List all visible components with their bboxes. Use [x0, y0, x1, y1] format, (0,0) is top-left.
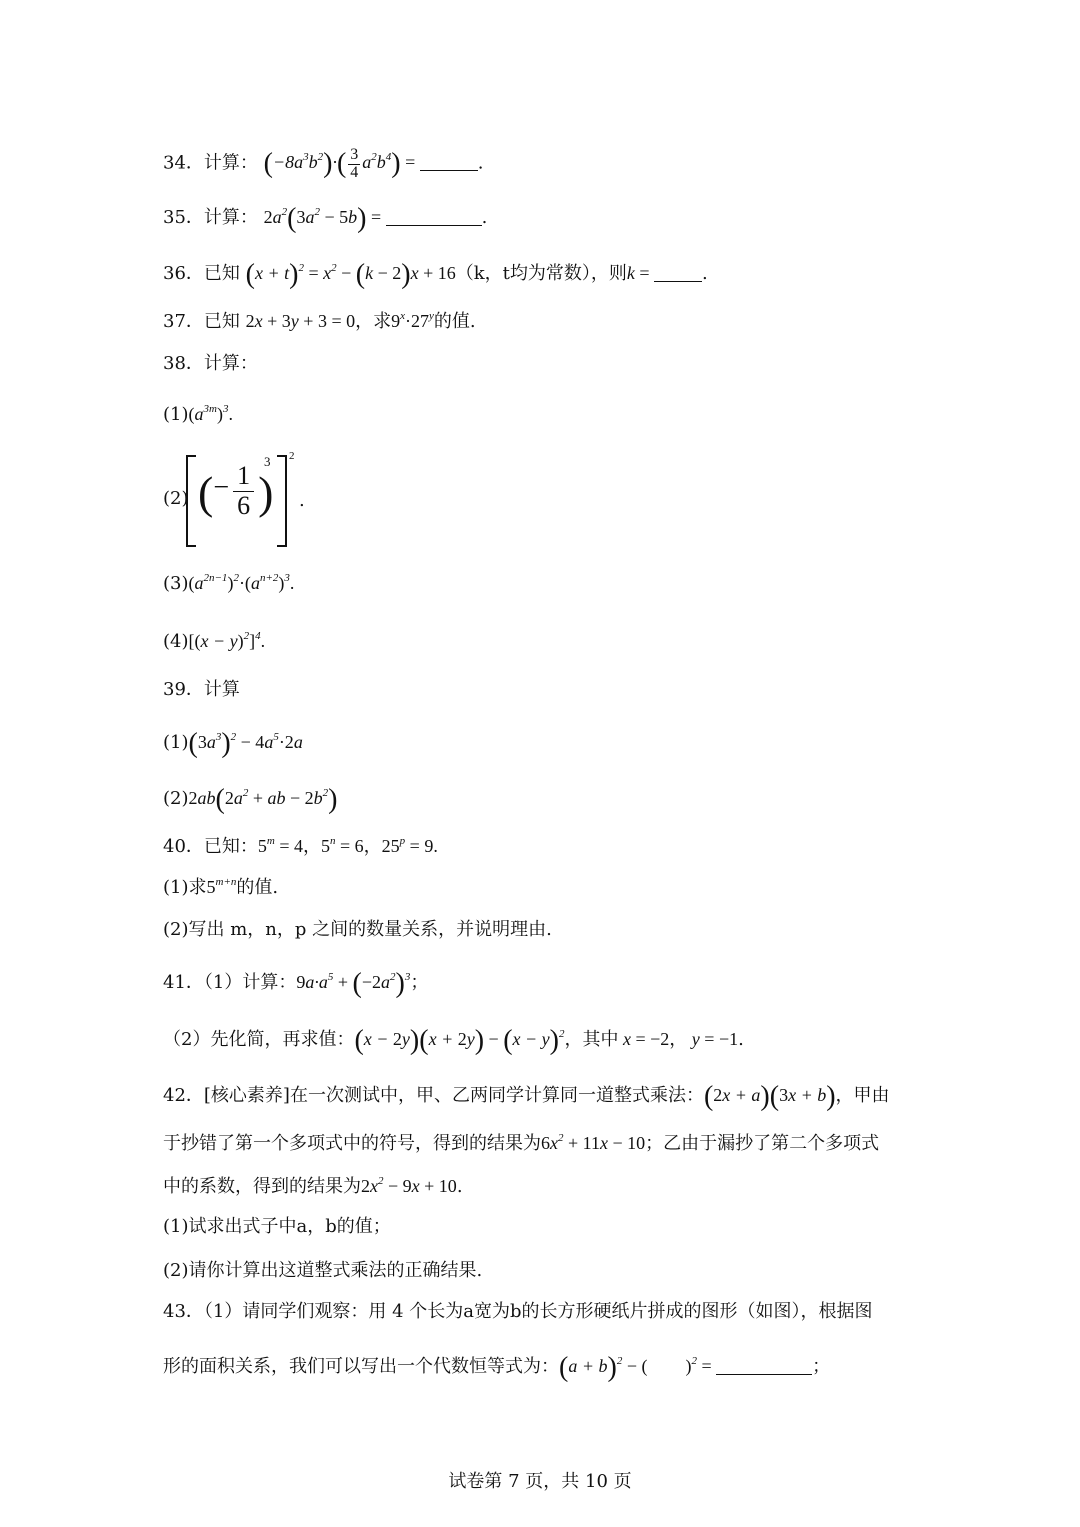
q41-part-2: （2）先化简，再求值：$(x - 2y)(x + 2y) - (x - y)^2$，其中 x = −2， y = −1. [163, 1025, 744, 1056]
q37-expression: $9^x\cdot 27^y$ [391, 310, 434, 331]
q36-label: 36．已知 [163, 263, 240, 284]
q43-line-2: 形的面积关系，我们可以写出一个代数恒等式为：$(a + b)^2$ − ( )$^2$ = ； [163, 1352, 831, 1383]
q39-part-2: $(2)2ab(2a^2$ + ab − $2b^2$) [163, 784, 338, 815]
q39-part-1: $(1)(3a^3)^2 - 4a^5\cdot 2a$ [163, 728, 303, 759]
q34-blank [420, 154, 478, 171]
q38-inner-exponent: 3 [264, 454, 271, 469]
q38-outer-exponent: 2 [289, 450, 295, 462]
q43-blank [716, 1358, 812, 1375]
page-footer: 试卷第 7 页，共 10 页 [448, 1471, 632, 1492]
q40-part-1: (1)求$5^{m+n}$的值. [163, 876, 279, 898]
q38-part-2-expression: (− $\frac{1}{6}$ ) [198, 461, 274, 520]
q38-part-2-period: . [299, 490, 305, 511]
q37-label: 37．已知 [163, 311, 240, 332]
q35-label: 35．计算： [163, 207, 258, 228]
question-35: 35．计算： $2a^2(3a^2 - 5b)$ = . [163, 203, 488, 234]
question-38: 38．计算： [163, 353, 258, 374]
q35-blank [386, 209, 482, 226]
q34-label: 34．计算： [163, 152, 258, 174]
q36-blank [654, 265, 702, 282]
question-43: 43．（1）请同学们观察：用 4 个长为a宽为b的长方形硬纸片拼成的图形（如图），根据图 [163, 1301, 873, 1322]
q36-expression: $(x + t)^2 = x^2 - (k - 2)x + 16$ [245, 259, 456, 290]
question-34: 34．计算： $(-8a^3b^2)\cdot$( $\frac{3}{4}$ $a^2b^4$) = . [163, 146, 484, 181]
question-42: 42．[核心素养]在一次测试中，甲、乙两同学计算同一道整式乘法：(2x + a)(3x + b)，甲由 [163, 1081, 890, 1112]
q42-line-2: 于抄错了第一个多项式中的符号，得到的结果为$6x^2 + 11x - 10$；乙由于漏抄了第二个多项式 [163, 1132, 880, 1154]
q37-equation: 2x + 3y + 3 = 0 [245, 311, 356, 331]
q38-part-2-label: (2) [163, 488, 189, 509]
q38-part-3: $(3)(a^{2n-1})^2\cdot(a^{n+2})^3$. [163, 572, 295, 594]
q34-expression: $(-8a^3b^2)\cdot$( $\frac{3}{4}$ $a^2b^4$) = [263, 146, 420, 181]
q40-part-2: (2)写出 m，n，p 之间的数量关系，并说明理由. [163, 919, 552, 940]
q38-part-4: $(4)[(x - y)^2]^4$. [163, 630, 266, 652]
question-40: 40．已知：$5^m = 4$，$5^n = 6$，$25^p = 9$. [163, 835, 438, 857]
q42-line-3: 中的系数，得到的结果为$2x^2 - 9x + 10$. [163, 1175, 463, 1197]
question-37: 37．已知 2x + 3y + 3 = 0，求$9^x\cdot 27^y$的值. [163, 310, 476, 332]
q42-part-2: (2)请你计算出这道整式乘法的正确结果. [163, 1260, 483, 1281]
q38-left-bracket [186, 455, 196, 547]
q38-right-bracket [277, 455, 287, 547]
question-41: 41．（1）计算：$9a\cdot a^5 + (-2a^2)^3$； [163, 968, 429, 999]
q38-part-1: $(1)(a^{3m})^3$. [163, 403, 233, 425]
question-39: 39．计算 [163, 679, 240, 700]
q36-condition: （k，t均为常数），则 [455, 263, 627, 284]
q35-expression: $2a^2(3a^2 - 5b)$ = [263, 203, 386, 234]
question-36: 36．已知 $(x + t)^2 = x^2 - (k - 2)x + 16(k$，t均为常数），则k = . [163, 259, 708, 290]
q42-part-1: (1)试求出式子中a，b的值； [163, 1216, 391, 1237]
